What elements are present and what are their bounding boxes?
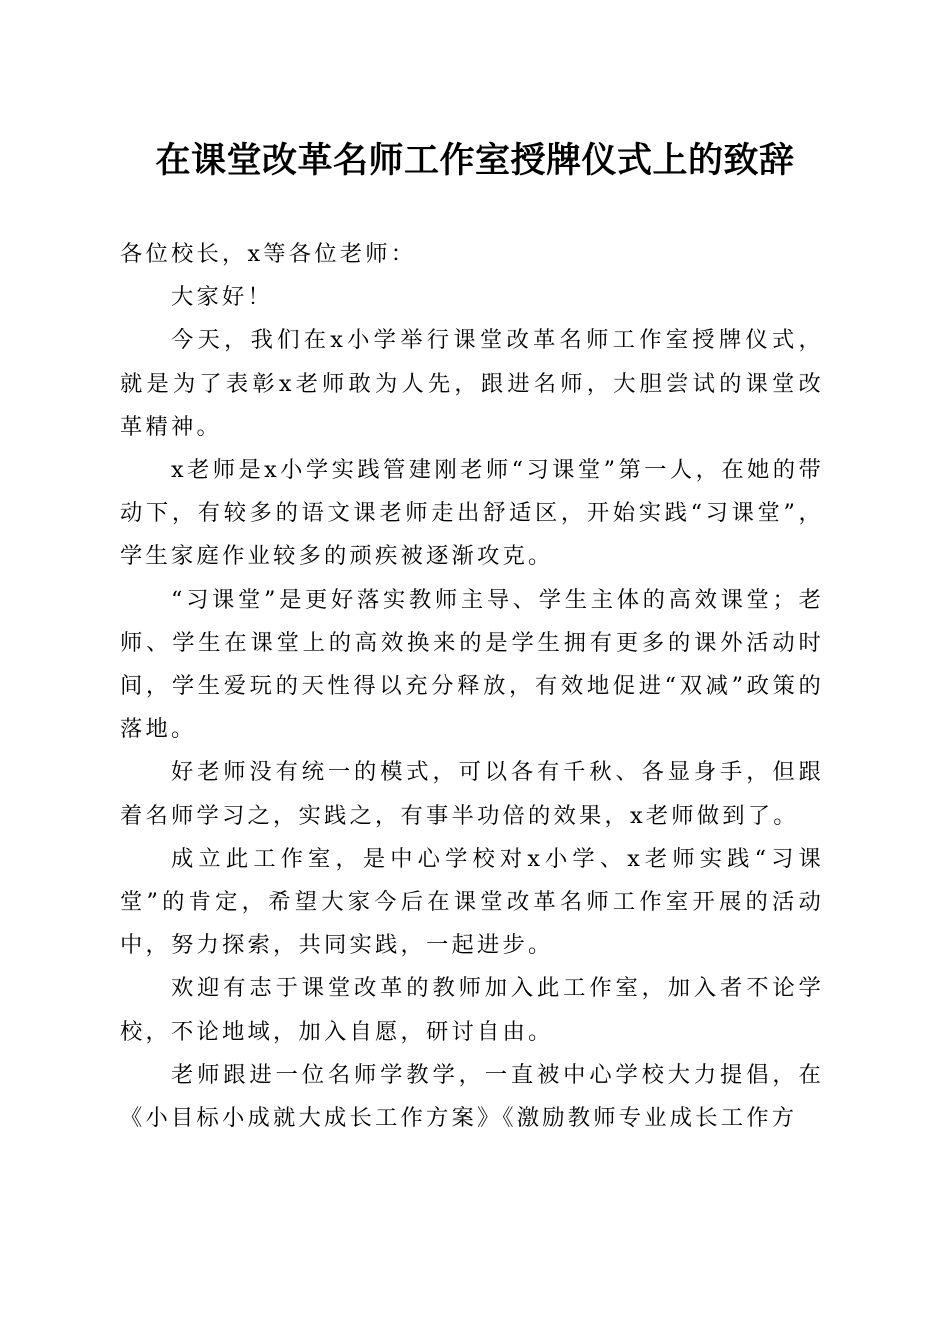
salutation: 各位校长，x等各位老师： xyxy=(120,241,417,267)
paragraph-greeting: 大家好！ xyxy=(171,284,273,311)
paragraph: 成立此工作室，是中心学校对x小学、x老师实践“习课堂”的肯定，希望大家今后在课堂改革名师工作室开展的活动中，努力探索，共同实践，一起进步。 xyxy=(120,845,824,959)
document-body xyxy=(120,233,824,1140)
paragraph: “习课堂”是更好落实教师主导、学生主体的高效课堂；老师、学生在课堂上的高效换来的是学生拥有更多的课外活动时间，学生爱玩的天性得以充分释放，有效地促进“双减”政策的落地。 xyxy=(120,586,824,743)
paragraph: 今天，我们在x小学举行课堂改革名师工作室授牌仪式，就是为了表彰x老师敢为人先，跟进名师，大胆尝试的课堂改革精神。 xyxy=(120,327,824,440)
paragraph: 欢迎有志于课堂改革的教师加入此工作室，加入者不论学校，不论地域，加入自愿，研讨自由。 xyxy=(120,975,824,1045)
paragraph: 老师跟进一位名师学教学，一直被中心学校大力提倡，在《小目标小成就大成长工作方案》《激励教师专业成长工作方 xyxy=(120,1061,824,1132)
document-title: 在课堂改革名师工作室授牌仪式上的致辞 xyxy=(155,140,795,181)
paragraph: x老师是x小学实践管建刚老师“习课堂”第一人，在她的带动下，有较多的语文课老师走出舒适区，开始实践“习课堂”，学生家庭作业较多的顽疾被逐渐攻克。 xyxy=(120,457,824,570)
paragraph: 好老师没有统一的模式，可以各有千秋、各显身手，但跟着名师学习之，实践之，有事半功倍的效果，x老师做到了。 xyxy=(120,759,824,829)
